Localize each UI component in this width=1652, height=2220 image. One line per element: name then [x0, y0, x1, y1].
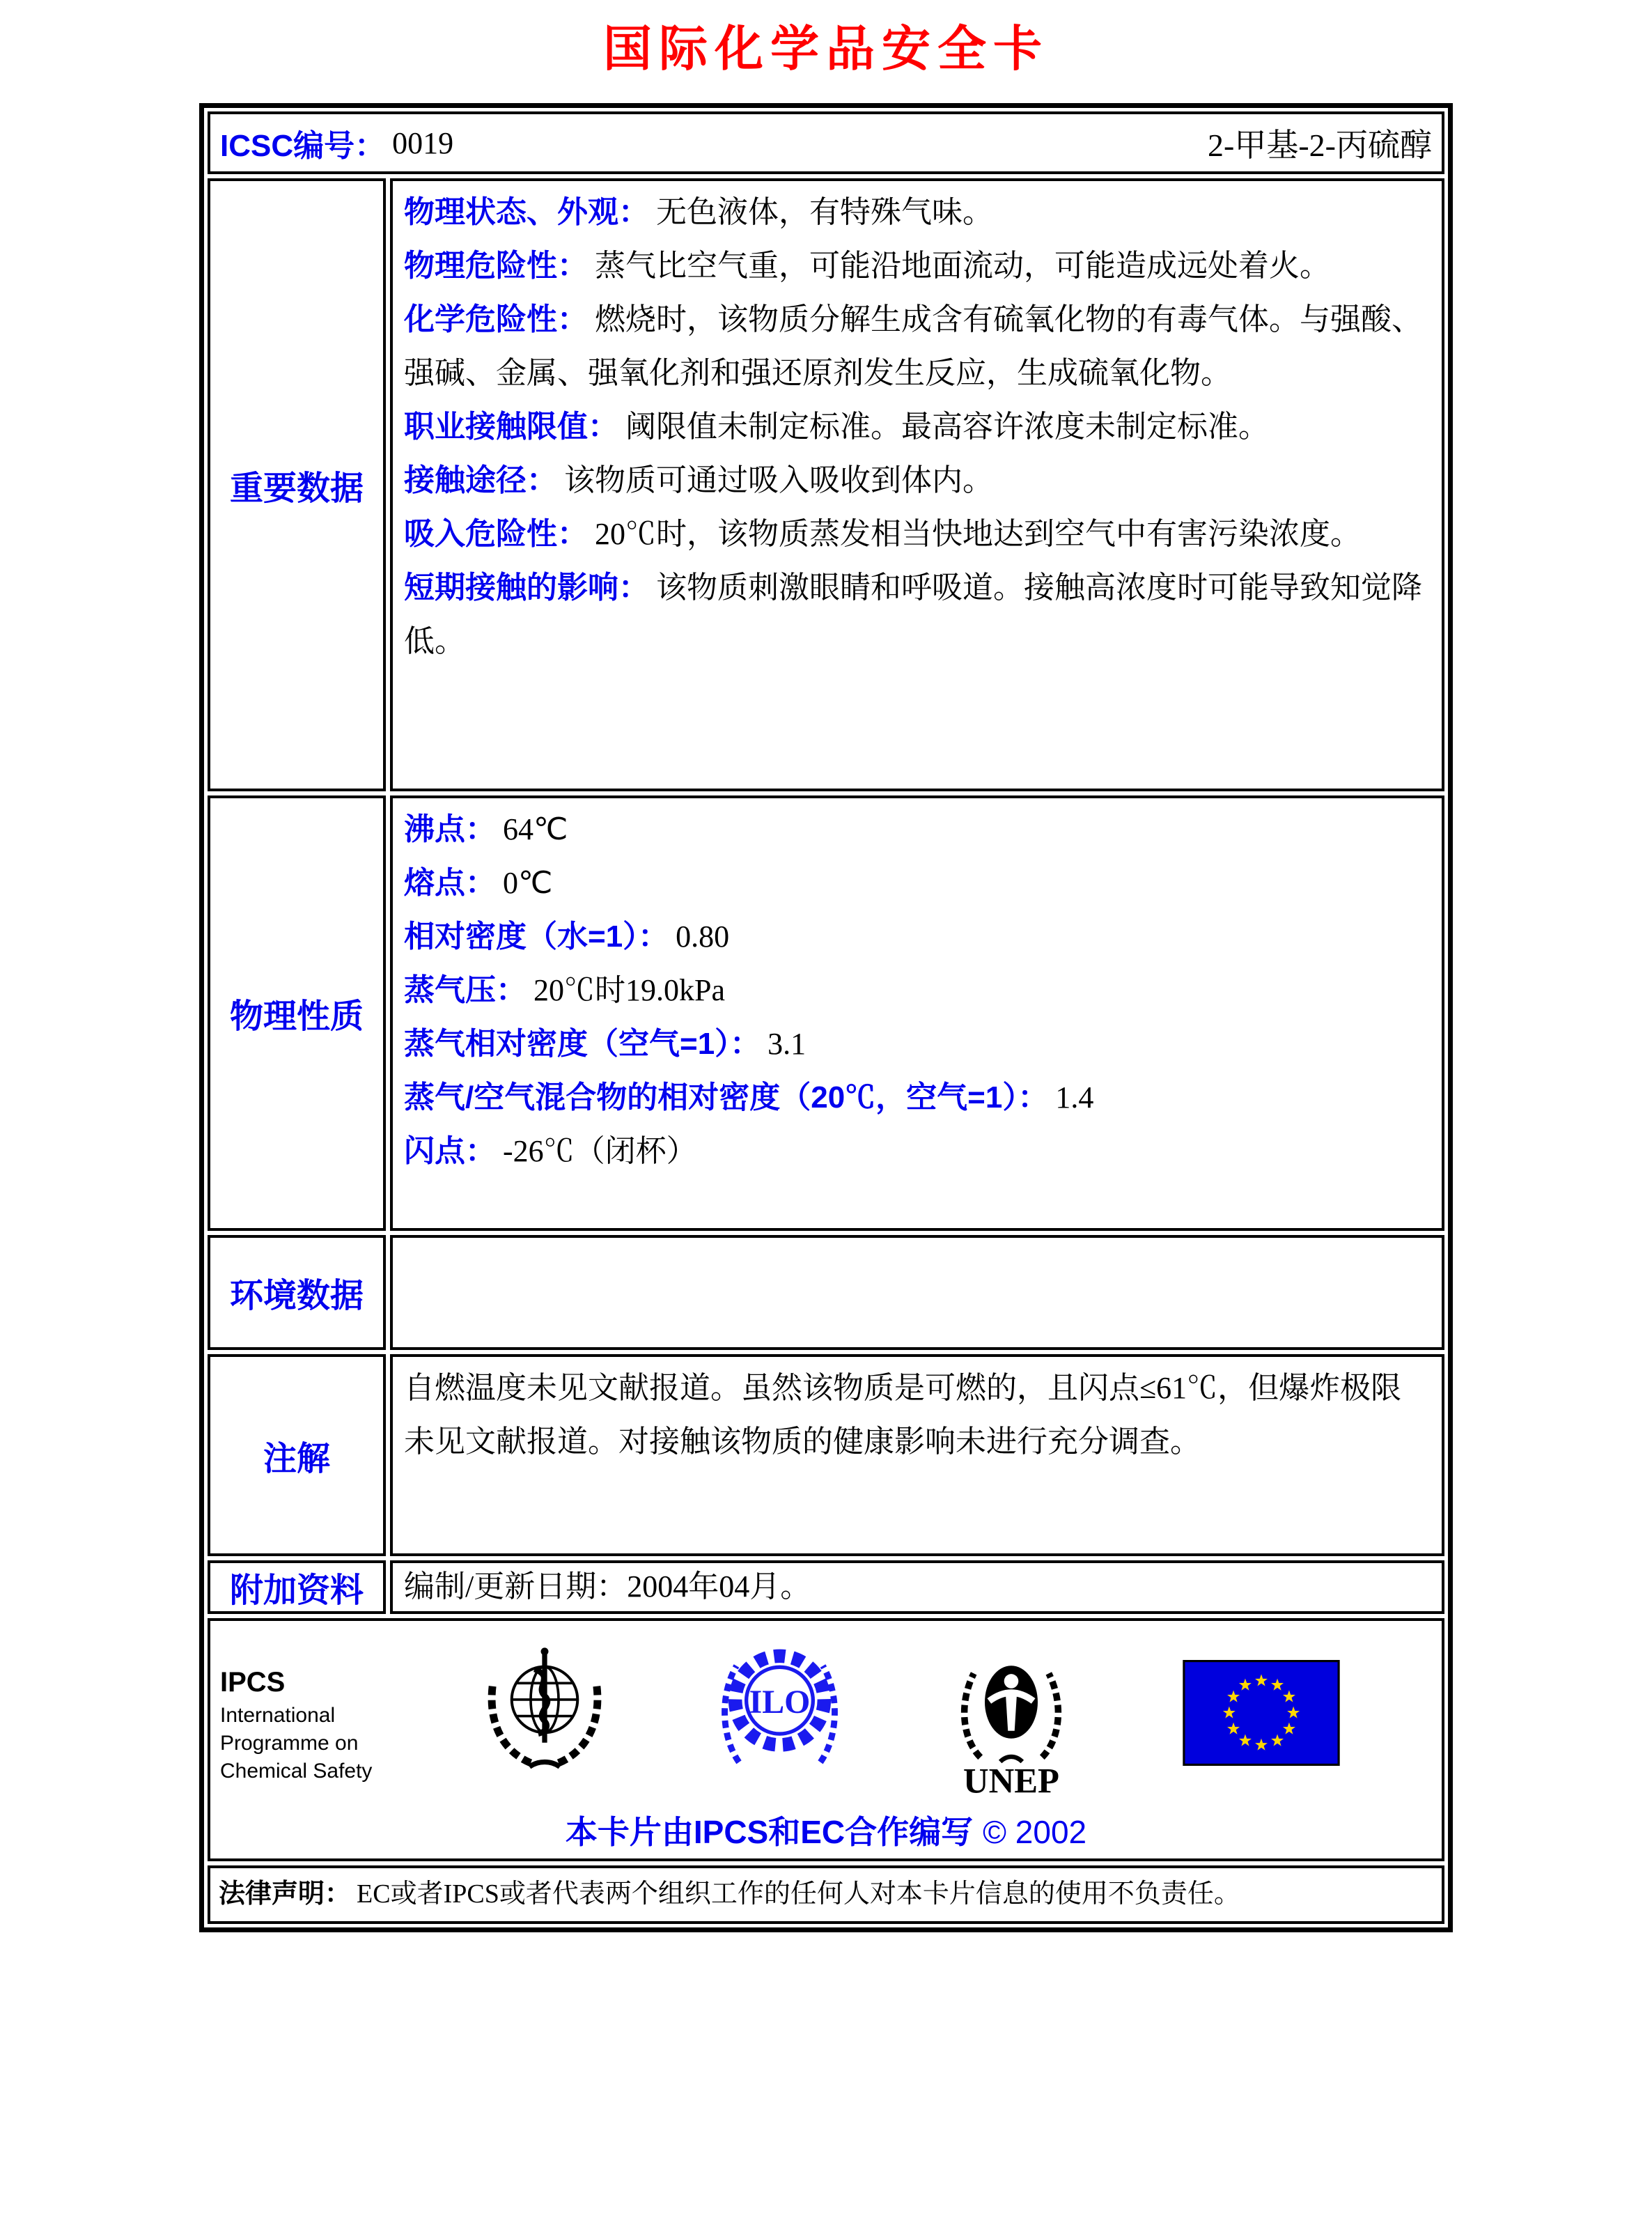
kv-value: 64℃ [503, 812, 568, 846]
kv-value: 20℃时，该物质蒸发相当快地达到空气中有害污染浓度。 [595, 517, 1361, 551]
kv-value: 该物质可通过吸入吸收到体内。 [564, 463, 993, 497]
kv-value: 3.1 [767, 1027, 806, 1061]
kv-label: 熔点： [404, 866, 496, 900]
ipcs-line: Programme on [220, 1732, 359, 1755]
kv-label: 沸点： [404, 812, 496, 846]
ilo-letters: ILO [749, 1683, 811, 1721]
who-icon [475, 1636, 614, 1776]
short-term-effect-line [404, 561, 1431, 668]
kv-label: 短期接触的影响： [404, 570, 649, 605]
icsc-number-label: ICSC编号： [220, 129, 386, 163]
chemical-name: 2-甲基-2-丙硫醇 [1208, 127, 1432, 163]
physical-properties-section-label: 物理性质 [208, 795, 386, 1231]
physical-state-line [404, 185, 1431, 239]
environmental-data-section-label: 环境数据 [208, 1235, 386, 1350]
legal-notice-cell [208, 1865, 1444, 1924]
notes-row [208, 1354, 1444, 1556]
kv-label: 物理危险性： [404, 249, 588, 283]
icsc-number-group [220, 121, 453, 165]
ilo-icon [712, 1636, 848, 1772]
notes-content: 自燃温度未见文献报道。虽然该物质是可燃的，且闪点≤61℃，但爆炸极限未见文献报道。对接触该物质的健康影响未进行充分调查。 [390, 1354, 1444, 1556]
kv-value: 蒸气比空气重，可能沿地面流动，可能造成远处着火。 [595, 249, 1330, 283]
vapor-air-mixture-density-line [404, 1071, 1431, 1124]
inhalation-risk-line [404, 507, 1431, 561]
kv-label: 职业接触限值： [404, 410, 618, 444]
environmental-data-row [208, 1235, 1444, 1350]
environmental-data-content [390, 1235, 1444, 1350]
kv-value: 0℃ [503, 866, 553, 900]
ipcs-line: International [220, 1704, 336, 1727]
icsc-card-table [199, 103, 1453, 1932]
unep-letters: UNEP [963, 1761, 1059, 1800]
header-cell [208, 111, 1444, 174]
important-data-section-label: 重要数据 [208, 178, 386, 791]
melting-point-line [404, 856, 1431, 910]
cooperation-caption-text: 本卡片由IPCS和EC合作编写 [565, 1814, 974, 1850]
kv-value: 阈限值未制定标准。最高容许浓度未制定标准。 [625, 410, 1269, 444]
unep-icon [945, 1636, 1077, 1800]
boiling-point-line [404, 802, 1431, 856]
vapor-density-line [404, 1017, 1431, 1071]
important-data-content [390, 178, 1444, 791]
physical-properties-row [208, 795, 1444, 1231]
ipcs-acronym: IPCS [220, 1667, 286, 1698]
legal-notice-text: EC或者IPCS或者代表两个组织工作的任何人对本卡片信息的使用不负责任。 [357, 1879, 1240, 1909]
kv-label: 蒸气压： [404, 973, 527, 1007]
kv-value: 20℃时19.0kPa [533, 973, 725, 1007]
occupational-limit-line [404, 400, 1431, 453]
legal-notice-row [208, 1865, 1444, 1924]
kv-value: 1.4 [1055, 1080, 1094, 1115]
additional-info-section-label: 附加资料 [208, 1560, 386, 1614]
additional-info-content: 编制/更新日期：2004年04月。 [390, 1560, 1444, 1614]
page-title: 国际化学品安全卡 [603, 22, 1049, 76]
copyright-text: © 2002 [983, 1814, 1087, 1850]
kv-label: 物理状态、外观： [404, 195, 649, 229]
exposure-route-line [404, 453, 1431, 507]
ipcs-line: Chemical Safety [220, 1760, 373, 1783]
relative-density-line [404, 910, 1431, 963]
vapor-pressure-line [404, 963, 1431, 1017]
kv-label: 吸入危险性： [404, 517, 588, 551]
kv-label: 相对密度（水=1）： [404, 919, 669, 954]
kv-value: 该物质刺激眼睛和呼吸道。接触高浓度时可能导致知觉降低。 [404, 570, 1422, 658]
notes-section-label: 注解 [208, 1354, 386, 1556]
kv-value: 0.80 [676, 919, 730, 954]
icsc-number-value: 0019 [392, 125, 454, 160]
physical-properties-content [390, 795, 1444, 1231]
kv-label: 蒸气/空气混合物的相对密度（20℃，空气=1）： [404, 1080, 1049, 1115]
eu-flag-icon [1182, 1660, 1341, 1766]
important-data-row [208, 178, 1444, 791]
kv-value: 无色液体，有特殊气味。 [656, 195, 993, 229]
kv-label: 接触途径： [404, 463, 557, 497]
legal-notice-label: 法律声明： [219, 1879, 352, 1909]
chemical-danger-line [404, 293, 1431, 400]
physical-danger-line [404, 239, 1431, 293]
kv-value: 燃烧时，该物质分解生成含有硫氧化物的有毒气体。与强酸、强碱、金属、强氧化剂和强还原剂发生反应，生成硫氧化物。 [404, 302, 1422, 390]
kv-label: 蒸气相对密度（空气=1）： [404, 1027, 761, 1061]
cooperation-caption [210, 1807, 1442, 1853]
header-row [208, 111, 1444, 174]
flash-point-line [404, 1124, 1431, 1178]
additional-info-row [208, 1560, 1444, 1614]
logos-row [208, 1618, 1444, 1861]
kv-value: -26℃（闭杯） [503, 1134, 697, 1168]
kv-label: 闪点： [404, 1134, 496, 1168]
ipcs-logo-text [220, 1663, 408, 1785]
logos-cell [208, 1618, 1444, 1861]
kv-label: 化学危险性： [404, 302, 588, 336]
